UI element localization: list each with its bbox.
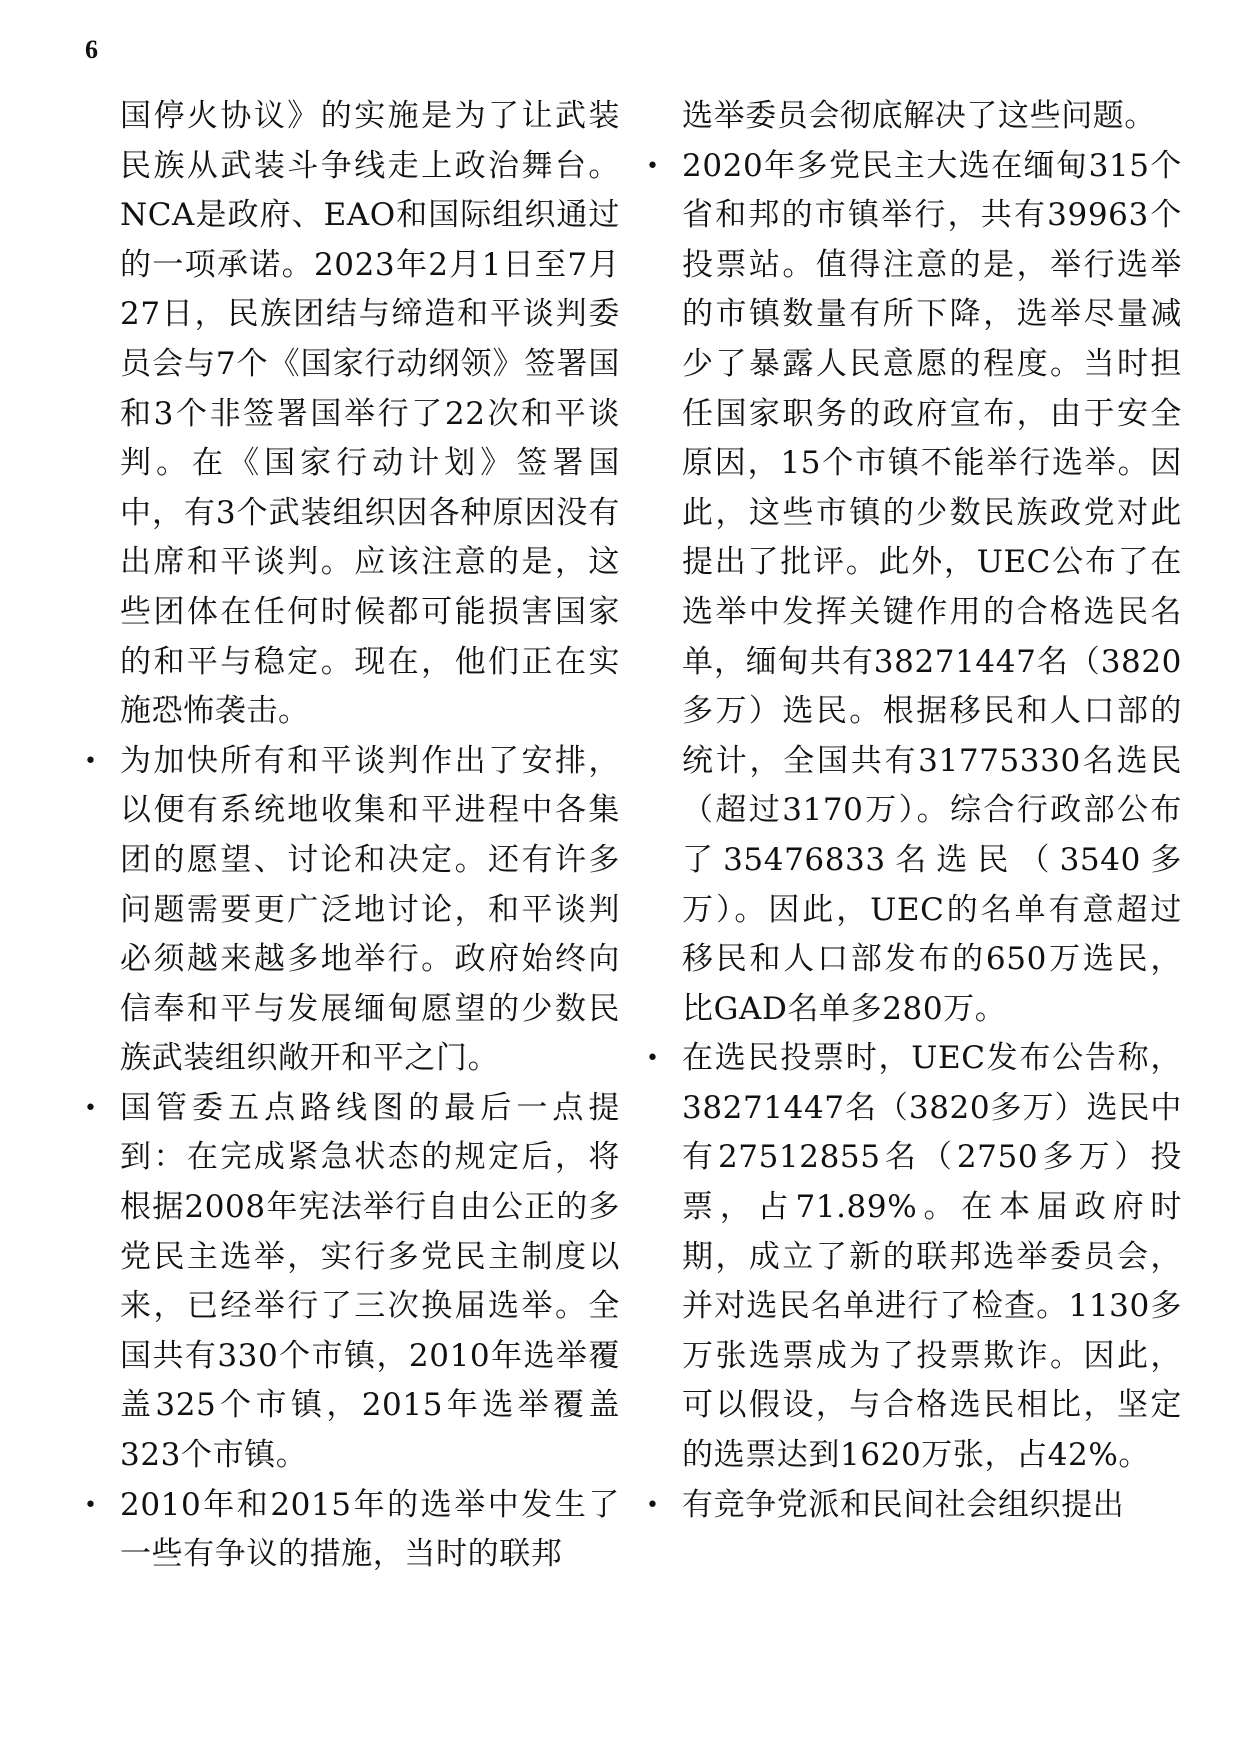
bullet-paragraph: • 2020年多党民主大选在缅甸315个省和邦的市镇举行，共有39963个投票站。值得注意的是，举行选举的市镇数量有所下降，选举尽量减少了暴露人民意愿的程度。当时担任国家职务的政府宣布，由于安全原因，15个市镇不能举行选举。因此，这些市镇的少数民族政党对此提出了批评。此外，UEC公布了在选举中发挥关键作用的合格选民名单，缅甸共有38271447名（3820多万）选民。根据移民和人口部的统计，全国共有31775330名选民（超过3170万）。综合行政部公布了35476833名选民（3540多万）。因此，UEC的名单有意超过移民和人口部发布的650万选民，比GAD名单多280万。 xyxy=(682,142,1182,1035)
bullet-paragraph: • 国管委五点路线图的最后一点提到：在完成紧急状态的规定后，将根据2008年宪法举行自由公正的多党民主选举，实行多党民主制度以来，已经举行了三次换届选举。全国共有330个市镇，2010年选举覆盖325个市镇，2015年选举覆盖323个市镇。 xyxy=(120,1084,620,1481)
right-column xyxy=(682,92,1182,1530)
bullet-paragraph: • 有竞争党派和民间社会组织提出 xyxy=(682,1481,1182,1531)
page-number: 6 xyxy=(85,35,98,64)
left-column xyxy=(120,92,620,1580)
bullet-paragraph: • 为加快所有和平谈判作出了安排，以便有系统地收集和平进程中各集团的愿望、讨论和决定。还有许多问题需要更广泛地讨论，和平谈判必须越来越多地举行。政府始终向信奉和平与发展缅甸愿望的少数民族武装组织敞开和平之门。 xyxy=(120,737,620,1084)
bullet-paragraph: • 在选民投票时，UEC发布公告称，38271447名（3820多万）选民中有27512855名（2750多万）投票，占71.89%。在本届政府时期，成立了新的联邦选举委员会，并对选民名单进行了检查。1130多万张选票成为了投票欺诈。因此，可以假设，与合格选民相比，坚定的选票达到1620万张，占42%。 xyxy=(682,1034,1182,1480)
paragraph: 国停火协议》的实施是为了让武装民族从武装斗争线走上政治舞台。NCA是政府、EAO和国际组织通过的一项承诺。2023年2月1日至7月27日，民族团结与缔造和平谈判委员会与7个《国家行动纲领》签署国和3个非签署国举行了22次和平谈判。在《国家行动计划》签署国中，有3个武装组织因各种原因没有出席和平谈判。应该注意的是，这些团体在任何时候都可能损害国家的和平与稳定。现在，他们正在实施恐怖袭击。 xyxy=(120,98,620,730)
bullet-paragraph: • 2010年和2015年的选举中发生了一些有争议的措施，当时的联邦 xyxy=(120,1481,620,1580)
paragraph: 选举委员会彻底解决了这些问题。 xyxy=(682,98,1156,134)
